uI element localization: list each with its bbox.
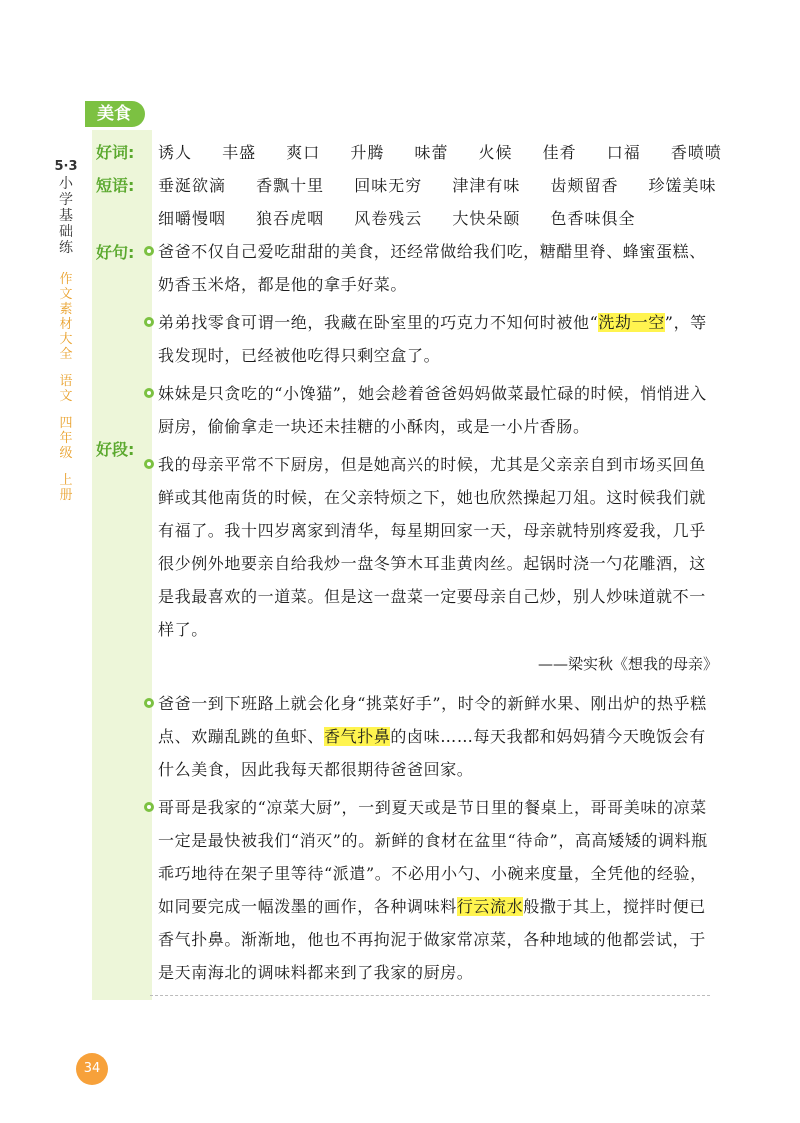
sentence-item: 弟弟找零食可谓一绝，我藏在卧室里的巧克力不知何时被他“洗劫一空”，等我发现时，已经被他吃得只剩空盒了。: [158, 306, 718, 372]
bullet-icon: [144, 317, 154, 327]
brand-name: 小 学 基 础 练: [59, 176, 73, 256]
series-info: 作 文 素 材 大 全 语 文 四 年 级 上 册: [59, 272, 73, 503]
sentence-item: 妹妹是只贪吃的“小馋猫”，她会趁着爸爸妈妈做菜最忙碌的时候，悄悄进入厨房，偷偷拿走一块还未挂糖的小酥肉，或是一小片香肠。: [158, 377, 718, 443]
word: 丰盛: [222, 143, 257, 162]
sentences-label: 好句:: [96, 243, 135, 262]
word: 口福: [606, 143, 641, 162]
bullet-icon: [144, 388, 154, 398]
phrase: 珍馐美味: [648, 176, 717, 195]
page-number: 34: [76, 1053, 108, 1085]
good-words-list: [158, 140, 746, 163]
paragraph-source: ——梁实秋《想我的母亲》: [537, 655, 718, 673]
phrase: 风卷残云: [354, 209, 423, 228]
phrase: 香飘十里: [256, 176, 325, 195]
bullet-icon: [144, 802, 154, 812]
phrase: 回味无穷: [354, 176, 423, 195]
phrase: 细嚼慢咽: [158, 209, 227, 228]
phrase: 狼吞虎咽: [256, 209, 325, 228]
content-items: [158, 235, 718, 994]
paragraphs-label: 好段:: [96, 440, 135, 459]
sidebar-brand: [54, 160, 78, 503]
word: 诱人: [158, 143, 193, 162]
word: 味蕾: [414, 143, 449, 162]
word: 佳肴: [542, 143, 577, 162]
good-words-label: 好词:: [96, 143, 135, 162]
highlighted-phrase: 香气扑鼻: [324, 727, 391, 746]
brand-logo: 5·3: [54, 159, 78, 174]
phrase: 色香味俱全: [550, 209, 636, 228]
bullet-icon: [144, 698, 154, 708]
word: 火候: [478, 143, 513, 162]
bullet-icon: [144, 246, 154, 256]
highlighted-phrase: 洗劫一空: [598, 313, 665, 332]
phrase: 垂涎欲滴: [158, 176, 227, 195]
paragraph-item: 我的母亲平常不下厨房，但是她高兴的时候，尤其是父亲亲自到市场买回鱼鲜或其他南货的时候，在父亲特烦之下，她也欣然操起刀俎。这时候我们就有福了。我十四岁离家到清华，每星期回家一天，母亲就特别疼爱我，几乎很少例外地要亲自给我炒一盘冬笋木耳韭黄肉丝。起锅时浇一勺花雕酒，这是我最喜欢的一道菜。但是这一盘菜一定要母亲自己炒，别人炒味道就不一样了。: [158, 448, 718, 646]
paragraph-item: 爸爸一到下班路上就会化身“挑菜好手”，时令的新鲜水果、刚出炉的热乎糕点、欢蹦乱跳的鱼虾、香气扑鼻的卤味……每天我都和妈妈猜今天晚饭会有什么美食，因此我每天都很期待爸爸回家。: [158, 687, 718, 786]
section-divider: [150, 995, 710, 996]
word: 爽口: [286, 143, 321, 162]
phrases-line-2: [158, 206, 659, 229]
highlighted-phrase: 行云流水: [456, 897, 524, 916]
paragraph-item: 哥哥是我家的“凉菜大厨”，一到夏天或是节日里的餐桌上，哥哥美味的凉菜一定是最快被我们“消灭”的。新鲜的食材在盆里“待命”，高高矮矮的调料瓶乖巧地待在架子里等待“派遣”。不必用小勺、小碗来度量，全凭他的经验，如同要完成一幅泼墨的画作，各种调味料行云流水般撒于其上，搅拌时便已香气扑鼻。渐渐地，他也不再拘泥于做家常凉菜，各种地域的他都尝试，于是天南海北的调味料都来到了我家的厨房。: [158, 791, 718, 989]
sentence-item: 爸爸不仅自己爱吃甜甜的美食，还经常做给我们吃，糖醋里脊、蜂蜜蛋糕、奶香玉米烙，都是他的拿手好菜。: [158, 235, 718, 301]
phrases-label: 短语:: [96, 176, 135, 195]
bullet-icon: [144, 459, 154, 469]
phrase: 津津有味: [452, 176, 521, 195]
section-title: 美食: [85, 101, 145, 127]
phrases-line-1: [158, 173, 741, 196]
phrase: 齿颊留香: [550, 176, 619, 195]
word: 升腾: [350, 143, 385, 162]
word: 香喷喷: [670, 143, 722, 162]
phrase: 大快朵颐: [452, 209, 521, 228]
